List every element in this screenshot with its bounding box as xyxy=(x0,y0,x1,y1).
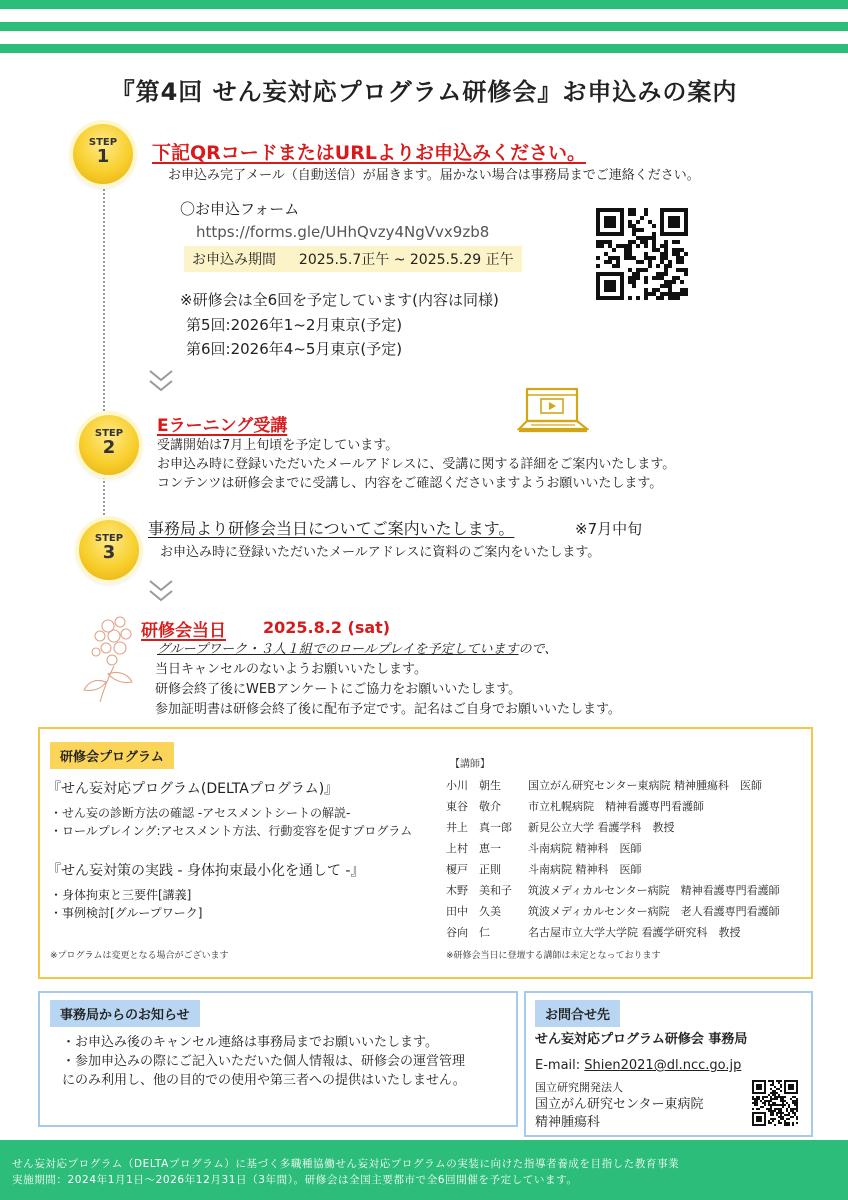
contact-email-row: E-mail: Shien2021@dl.ncc.go.jp xyxy=(535,1058,742,1073)
contact-tag: お問合せ先 xyxy=(535,1000,620,1027)
top-stripe-1 xyxy=(0,0,848,9)
footer-line-2: 実施期間：2024年1月1日～2026年12月31日（3年間）。研修会は全国主要都市で全6回開催を予定しています。 xyxy=(12,1174,578,1186)
qr-code-form[interactable] xyxy=(596,208,688,300)
application-period: お申込み期間 2025.5.7正午 ~ 2025.5.29 正午 xyxy=(184,246,522,272)
step1-note: お申込み完了メール（自動送信）が届きます。届かない場合は事務局までご連絡ください。 xyxy=(168,168,700,183)
day-heading: 研修会当日 xyxy=(141,621,226,641)
top-stripe-2 xyxy=(0,22,848,31)
program-title-2: 『せん妄対策の実践 - 身体拘束最小化を通して -』 xyxy=(47,863,365,879)
program-item-2-1: ・身体拘束と三要件[講義] xyxy=(50,888,192,902)
program-tag: 研修会プログラム xyxy=(50,742,174,769)
flower-illustration xyxy=(78,612,150,704)
day-line-1: グループワーク・３人１組でのロールプレイを予定していますので、 xyxy=(157,642,558,657)
notice-tag: 事務局からのお知らせ xyxy=(50,1000,200,1027)
page-title: 『第4回 せん妄対応プログラム研修会』お申込みの案内 xyxy=(110,78,738,106)
contact-inst-2: 国立がん研究センター東病院 xyxy=(535,1097,704,1112)
laptop-elearning-icon xyxy=(517,385,589,437)
day-line-3: 研修会終了後にWEBアンケートにご協力をお願いいたします。 xyxy=(155,682,522,697)
step3-badge: STEP 3 xyxy=(79,520,139,580)
session6-schedule: 第6回:2026年4~5月東京(予定) xyxy=(186,340,403,358)
contact-inst-1: 国立研究開発法人 xyxy=(535,1081,623,1094)
step2-line-1: 受講開始は7月上旬頃を予定しています。 xyxy=(157,438,399,453)
day-line-2: 当日キャンセルのないようお願いいたします。 xyxy=(155,662,427,677)
contact-inst-3: 精神腫瘍科 xyxy=(535,1115,601,1130)
step2-badge: STEP 2 xyxy=(79,415,139,475)
day-date: 2025.8.2 (sat) xyxy=(263,618,391,637)
notice-line-3: にのみ利用し、他の目的での使用や第三者への提供はいたしません。 xyxy=(62,1073,466,1088)
lecturers-note: ※研修会当日に登壇する講師は未定となっております xyxy=(446,951,661,961)
day-line-4: 参加証明書は研修会終了後に配布予定です。記名はご自身でお願いいたします。 xyxy=(155,702,621,717)
top-stripe-3 xyxy=(0,44,848,53)
step3-timing: ※7月中旬 xyxy=(575,520,643,538)
contact-email-link[interactable]: Shien2021@dl.ncc.go.jp xyxy=(584,1058,742,1073)
notice-line-2: ・参加申込みの際にご記入いただいた個人情報は、研修会の運営管理 xyxy=(62,1054,466,1069)
program-note: ※プログラムは変更となる場合がございます xyxy=(50,951,229,961)
step1-heading: 下記QRコードまたはURLよりお申込みください。 xyxy=(152,142,586,164)
step2-line-2: お申込み時に登録いただいたメールアドレスに、受講に関する詳細をご案内いたします。 xyxy=(157,457,676,472)
step1-badge: STEP 1 xyxy=(73,124,133,184)
program-item-1-1: ・せん妄の診断方法の確認 -アセスメントシートの解説- xyxy=(50,806,351,820)
footer xyxy=(0,1140,848,1200)
step-timeline xyxy=(103,150,105,570)
footer-line-1: せん妄対応プログラム（DELTAプログラム）に基づく多職種協働せん妄対応プログラムの実装に向けた指導者養成を目指した教育事業 xyxy=(12,1158,680,1170)
qr-code-contact[interactable] xyxy=(752,1080,798,1126)
step2-heading: Eラーニング受講 xyxy=(157,416,288,436)
form-label: 〇お申込フォーム xyxy=(180,200,300,218)
schedule-note: ※研修会は全6回を予定しています(内容は同様) xyxy=(180,291,499,309)
lecturers-label: 【講師】 xyxy=(450,759,490,770)
contact-org: せん妄対応プログラム研修会 事務局 xyxy=(535,1032,748,1047)
program-item-1-2: ・ロールプレイング:アセスメント方法、行動変容を促すプログラム xyxy=(50,824,413,838)
step2-line-3: コンテンツは研修会までに受講し、内容をご確認くださいますようお願いいたします。 xyxy=(157,476,663,491)
program-title-1: 『せん妄対応プログラム(DELTAプログラム)』 xyxy=(47,781,339,797)
form-url-link[interactable]: https://forms.gle/UHhQvzy4NgVvx9zb8 xyxy=(196,223,490,241)
session5-schedule: 第5回:2026年1~2月東京(予定) xyxy=(186,316,403,334)
program-item-2-2: ・事例検討[グループワーク] xyxy=(50,906,203,920)
notice-line-1: ・お申込み後のキャンセル連絡は事務局までお願いいたします。 xyxy=(62,1035,438,1050)
step3-heading: 事務局より研修会当日についてご案内いたします。 xyxy=(148,519,515,538)
chevron-down-icon xyxy=(146,368,176,394)
step3-line: お申込み時に登録いただいたメールアドレスに資料のご案内をいたします。 xyxy=(160,545,601,560)
chevron-down-icon xyxy=(146,578,176,604)
